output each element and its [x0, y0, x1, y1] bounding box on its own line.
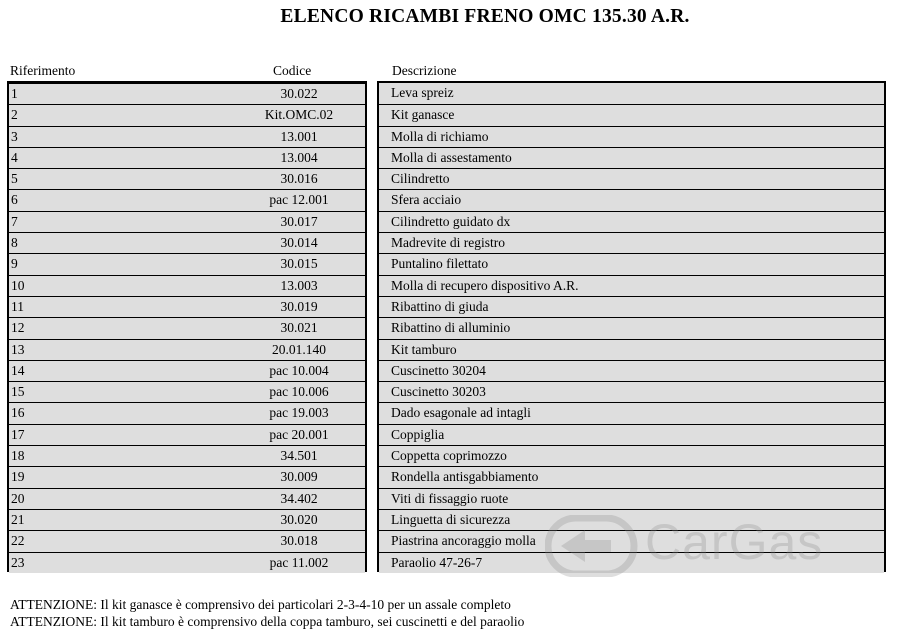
row-code: 13.004 — [280, 149, 318, 165]
row-ref: 16 — [11, 405, 25, 421]
row-code: Kit.OMC.02 — [264, 107, 334, 123]
column-header-desc: Descrizione — [392, 63, 457, 78]
row-description: Cuscinetto 30203 — [391, 384, 486, 400]
row-description: Coppetta coprimozzo — [391, 448, 507, 464]
row-code: 30.019 — [280, 298, 318, 314]
row-description: Dado esagonale ad intagli — [391, 405, 531, 421]
row-ref: 2 — [11, 107, 18, 123]
table-row — [379, 104, 884, 125]
row-ref: 23 — [11, 554, 25, 570]
row-ref: 13 — [11, 341, 25, 357]
row-description: Sfera acciaio — [391, 192, 462, 208]
row-ref: 3 — [11, 128, 18, 144]
row-description: Ribattino di alluminio — [391, 320, 511, 336]
row-description: Cuscinetto 30204 — [391, 362, 486, 378]
row-code: 13.001 — [280, 128, 318, 144]
row-code: 30.018 — [280, 533, 318, 549]
row-code: 30.014 — [280, 235, 318, 251]
table-row — [379, 83, 884, 104]
table-row — [379, 211, 884, 232]
table-row — [379, 168, 884, 189]
row-ref: 8 — [11, 235, 18, 251]
table-row — [9, 126, 365, 147]
row-code: 30.021 — [280, 320, 318, 336]
row-code: pac 11.002 — [269, 554, 329, 570]
table-row — [379, 253, 884, 274]
row-ref: 5 — [11, 171, 18, 187]
table-row — [9, 381, 365, 402]
table-row — [379, 126, 884, 147]
column-header-ref: Riferimento — [10, 63, 76, 78]
table-row — [379, 381, 884, 402]
table-row — [9, 466, 365, 487]
row-description: Linguetta di sicurezza — [391, 511, 511, 527]
table-row — [379, 424, 884, 445]
table-row — [9, 402, 365, 423]
row-code: 34.402 — [280, 490, 318, 506]
row-description: Madrevite di registro — [391, 235, 505, 251]
table-row — [9, 360, 365, 381]
row-description: Molla di recupero dispositivo A.R. — [391, 277, 579, 293]
table-row — [379, 189, 884, 210]
table-row — [9, 424, 365, 445]
table-row — [379, 232, 884, 253]
table-row — [9, 339, 365, 360]
row-description: Molla di richiamo — [391, 128, 489, 144]
row-code: 20.01.140 — [272, 341, 326, 357]
row-description: Rondella antisgabbiamento — [391, 469, 539, 485]
row-ref: 1 — [11, 86, 18, 101]
table-row — [379, 296, 884, 317]
row-code: 30.022 — [280, 86, 318, 101]
table-row — [9, 552, 365, 573]
column-header-code: Codice — [273, 63, 312, 78]
row-ref: 21 — [11, 511, 25, 527]
row-description: Viti di fissaggio ruote — [391, 490, 509, 506]
row-code: 34.501 — [280, 448, 318, 464]
table-row — [379, 509, 884, 530]
row-ref: 10 — [11, 277, 25, 293]
row-ref: 19 — [11, 469, 25, 485]
table-row — [9, 147, 365, 168]
row-code: pac 12.001 — [269, 192, 329, 208]
table-row — [379, 466, 884, 487]
parts-table-ref-code — [7, 81, 367, 572]
row-ref: 20 — [11, 490, 25, 506]
table-row — [379, 360, 884, 381]
row-code: 13.003 — [280, 277, 318, 293]
row-ref: 12 — [11, 320, 25, 336]
watermark-text: CarGas — [645, 514, 824, 570]
table-row — [379, 488, 884, 509]
row-code: pac 10.004 — [269, 362, 329, 378]
table-row — [379, 317, 884, 338]
row-code: 30.020 — [280, 511, 318, 527]
row-ref: 17 — [11, 426, 25, 442]
parts-table-description — [377, 81, 886, 572]
row-description: Puntalino filettato — [391, 256, 489, 272]
table-row — [379, 552, 884, 573]
table-row — [9, 445, 365, 466]
row-description: Piastrina ancoraggio molla — [391, 533, 536, 549]
table-row — [9, 509, 365, 530]
table-row — [379, 147, 884, 168]
row-code: pac 19.003 — [269, 405, 329, 421]
row-ref: 4 — [11, 149, 18, 165]
note-kit-ganasce: ATTENZIONE: Il kit ganasce è comprensivo dei particolari 2-3-4-10 per un assale completo — [10, 597, 511, 612]
row-ref: 11 — [11, 298, 24, 314]
row-ref: 22 — [11, 533, 25, 549]
row-ref: 15 — [11, 384, 25, 400]
table-row — [379, 402, 884, 423]
table-row — [379, 275, 884, 296]
note-kit-tamburo: ATTENZIONE: Il kit tamburo è comprensivo della coppa tamburo, sei cuscinetti e del paraolio — [10, 614, 525, 629]
table-row — [9, 317, 365, 338]
table-row — [9, 83, 365, 104]
row-description: Paraolio 47-26-7 — [391, 554, 483, 570]
table-row — [9, 211, 365, 232]
table-row — [9, 275, 365, 296]
table-row — [379, 339, 884, 360]
row-code: 30.009 — [280, 469, 318, 485]
row-ref: 9 — [11, 256, 18, 272]
row-description: Coppiglia — [391, 426, 445, 442]
table-row — [9, 488, 365, 509]
row-code: pac 20.001 — [269, 426, 329, 442]
row-code: 30.015 — [280, 256, 318, 272]
row-description: Cilindretto guidato dx — [391, 213, 511, 229]
table-row — [9, 189, 365, 210]
row-description: Leva spreiz — [391, 85, 454, 100]
row-description: Kit tamburo — [391, 341, 457, 357]
row-ref: 7 — [11, 213, 18, 229]
table-row — [379, 530, 884, 551]
row-ref: 18 — [11, 448, 25, 464]
table-row — [9, 168, 365, 189]
table-row — [379, 445, 884, 466]
row-ref: 6 — [11, 192, 18, 208]
table-row — [9, 530, 365, 551]
table-row — [9, 296, 365, 317]
row-description: Molla di assestamento — [391, 149, 512, 165]
row-description: Cilindretto — [391, 171, 450, 187]
row-code: 30.016 — [280, 171, 318, 187]
row-code: pac 10.006 — [269, 384, 329, 400]
row-description: Ribattino di giuda — [391, 298, 489, 314]
row-description: Kit ganasce — [391, 107, 455, 123]
row-ref: 14 — [11, 362, 25, 378]
table-row — [9, 232, 365, 253]
page-title: ELENCO RICAMBI FRENO OMC 135.30 A.R. — [280, 6, 690, 27]
table-row — [9, 253, 365, 274]
row-code: 30.017 — [280, 213, 318, 229]
table-row — [9, 104, 365, 125]
